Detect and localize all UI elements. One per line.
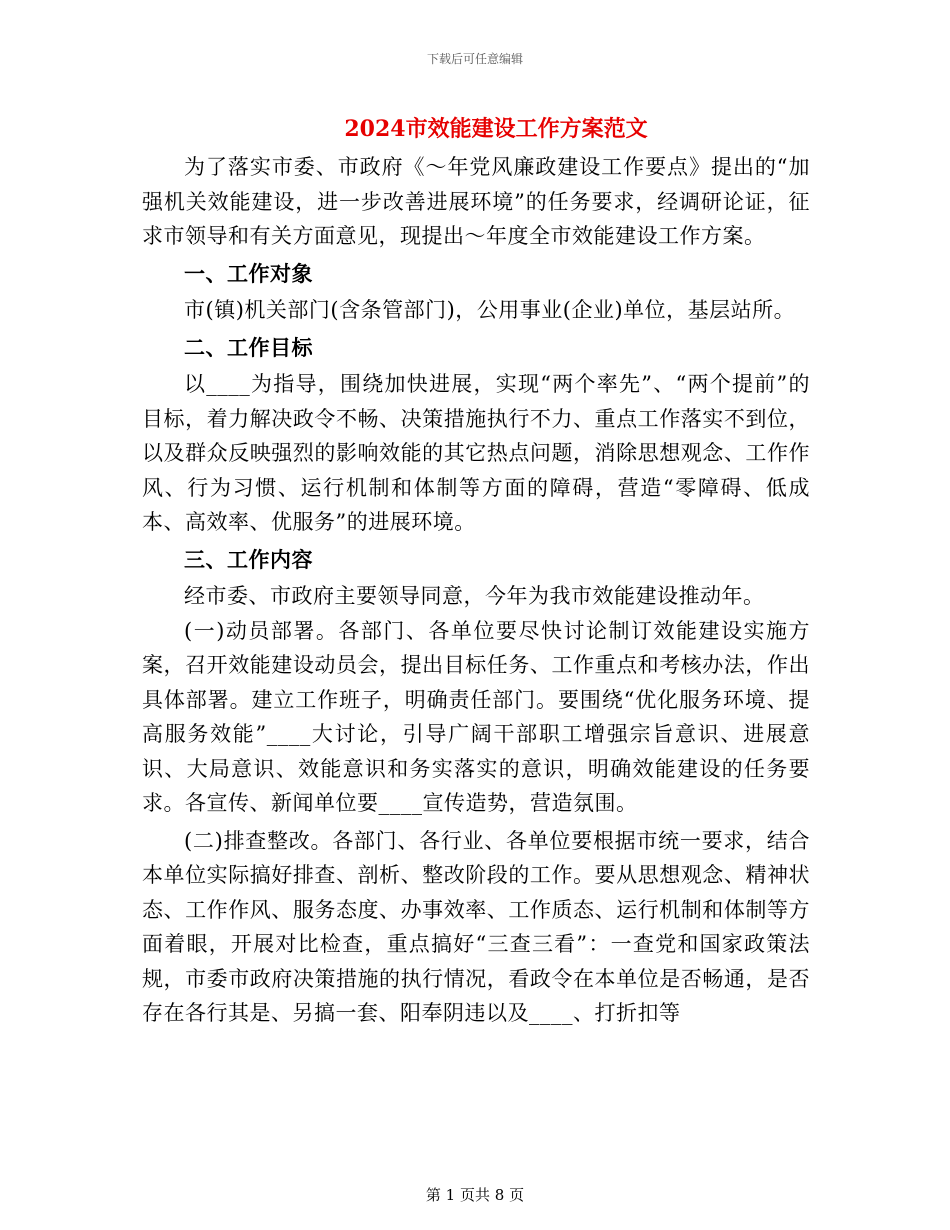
intro-paragraph: 为了落实市委、市政府《～年党风廉政建设工作要点》提出的“加强机关效能建设，进一步改善进展环境”的任务要求，经调研论证，征求市领导和有关方面意见，现提出～年度全市效能建设工作方案。 xyxy=(142,155,810,248)
section-3-heading: 三、工作内容 xyxy=(184,546,313,572)
page-footer: 第 1 页共 8 页 xyxy=(425,1186,525,1204)
section-1-paragraph: 市(镇)机关部门(含条管部门)，公用事业(企业)单位，基层站所。 xyxy=(184,298,796,322)
section-1-heading: 一、工作对象 xyxy=(184,260,313,286)
document-title: 2024市效能建设工作方案范文 xyxy=(344,116,648,142)
section-2-paragraph: 以____为指导，围绕加快进展，实现“两个率先”、“两个提前”的目标，着力解决政令不畅、决策措施执行不力、重点工作落实不到位，以及群众反映强烈的影响效能的其它热点问题，消除思想观念、工作作风、行为习惯、运行机制和体制等方面的障碍，营造“零障碍、低成本、高效率、优服务”的进展环境。 xyxy=(142,372,810,534)
section-3-item-2-paragraph: (二)排查整改。各部门、各行业、各单位要根据市统一要求，结合本单位实际搞好排查、剖析、整改阶段的工作。要从思想观念、精神状态、工作作风、服务态度、办事效率、工作质态、运行机制和体制等方面着眼，开展对比检查，重点搞好“三查三看”：一查党和国家政策法规，市委市政府决策措施的执行情况，看政令在本单位是否畅通，是否存在各行其是、另搞一套、阳奉阴违以及____、打折扣等 xyxy=(142,828,810,1025)
document-body xyxy=(142,112,810,1031)
section-3-intro-paragraph: 经市委、市政府主要领导同意，今年为我市效能建设推动年。 xyxy=(184,584,765,608)
page-header: 下载后可任意编辑 xyxy=(426,52,523,66)
section-3-item-1-paragraph: (一)动员部署。各部门、各单位要尽快讨论制订效能建设实施方案，召开效能建设动员会，提出目标任务、工作重点和考核办法，作出具体部署。建立工作班子，明确责任部门。要围绕“优化服务环境、提高服务效能”____大讨论，引导广阔干部职工增强宗旨意识、进展意识、大局意识、效能意识和务实落实的意识，明确效能建设的任务要求。各宣传、新闻单位要____宣传造势，营造氛围。 xyxy=(142,618,810,815)
section-2-heading: 二、工作目标 xyxy=(184,334,313,360)
